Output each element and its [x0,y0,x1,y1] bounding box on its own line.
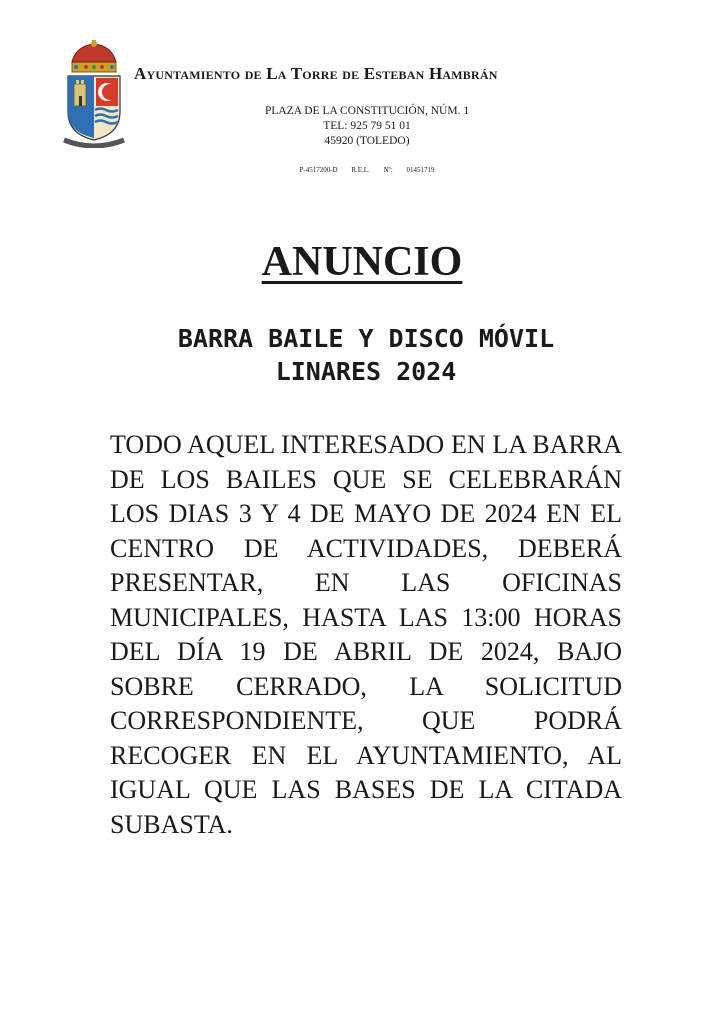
municipal-crest [62,40,126,148]
address-block [200,104,534,149]
nif-code: P-4517200-D [299,166,338,174]
notice-body: TODO AQUEL INTERESADO EN LA BARRA DE LOS BAILES QUE SE CELEBRARÁN LOS DIAS 3 Y 4 DE MAYO DE 2024 EN EL CENTRO DE ACTIVIDADES, DEBERÁ PRESENTAR, EN LAS OFICINAS MUNICIPALES, HASTA LAS 13:00 HORAS DEL DÍA 19 DE ABRIL DE 2024, BAJO SOBRE CERRADO, LA SOLICITUD CORRESPONDIENTE, QUE PODRÁ RECOGER EN EL AYUNTAMIENTO, AL IGUAL QUE LAS BASES DE LA CITADA SUBASTA. [110,430,622,839]
crest-icon [62,40,126,148]
organization-name: Ayuntamiento de La Torre de Esteban Hambrán [134,64,498,83]
notice-subtitle [80,322,652,388]
notice-title: ANUNCIO [261,239,463,285]
address-phone: TEL: 925 79 51 01 [323,120,411,132]
rel-code: R.E.L. Nº: 01451719 [351,166,435,174]
subtitle-line-2: LINARES 2024 [275,357,457,386]
subtitle-line-1: BARRA BAILE Y DISCO MÓVIL [177,324,555,353]
address-city: 45920 (TOLEDO) [324,135,410,147]
registry-ids [200,166,534,174]
address-street: PLAZA DE LA CONSTITUCIÓN, NÚM. 1 [264,105,470,117]
